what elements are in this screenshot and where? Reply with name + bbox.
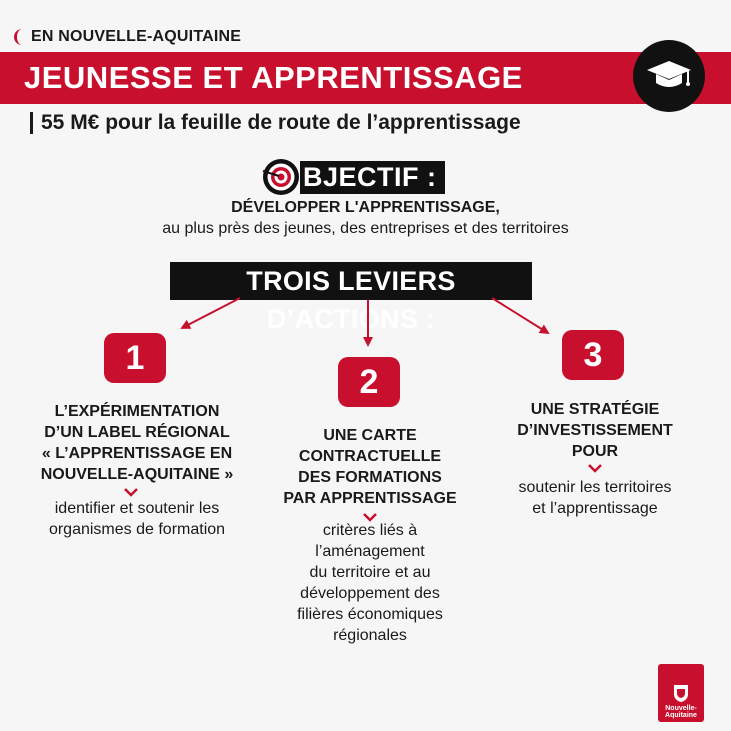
lever-1-heading: [12, 401, 262, 485]
objective-label: BJECTIF :: [300, 161, 445, 194]
region-logo: [658, 664, 704, 722]
lever-1-heading-line: D’UN LABEL RÉGIONAL: [44, 424, 230, 441]
chevron-down-icon: [588, 463, 602, 473]
lever-2-description-line: critères liés à: [322, 522, 418, 539]
lever-2-heading-line: DES FORMATIONS: [298, 469, 442, 486]
lever-3-heading-line: POUR: [571, 443, 619, 460]
chevron-down-icon: [124, 487, 138, 497]
objective-main: DÉVELOPPER L'APPRENTISSAGE,: [231, 199, 500, 216]
lever-2-number: 2: [338, 357, 400, 407]
lever-3-description: [470, 477, 720, 519]
subtitle-text: 55 M€ pour la feuille de route de l’apprentissage: [41, 111, 521, 134]
lever-1-description-line: organismes de formation: [48, 521, 226, 538]
lever-1-heading-line: L’EXPÉRIMENTATION: [54, 403, 220, 420]
region-label-text: EN NOUVELLE-AQUITAINE: [31, 28, 242, 45]
lever-2-heading-line: UNE CARTE: [323, 427, 417, 444]
lever-2-heading: [245, 425, 495, 509]
region-crest-icon: [671, 683, 691, 703]
lever-3-heading-line: D’INVESTISSEMENT: [517, 422, 673, 439]
lever-3-number: 3: [562, 330, 624, 380]
lever-2-description-line: filières économiques: [297, 606, 443, 623]
lever-1-heading-line: « L’APPRENTISSAGE EN: [41, 445, 233, 462]
arrow-right: [492, 298, 548, 333]
objective-sub: au plus près des jeunes, des entreprises et des territoires: [162, 220, 569, 237]
levers-title: TROIS LEVIERS D’ACTIONS :: [170, 262, 532, 300]
lever-3-description-line: et l’apprentissage: [532, 500, 658, 517]
lever-3-description-line: soutenir les territoires: [518, 479, 672, 496]
lever-1-heading-line: NOUVELLE-AQUITAINE »: [40, 466, 234, 483]
lever-2-description-line: régionales: [333, 627, 407, 644]
lever-1-description: [12, 498, 262, 540]
lever-2-description: [245, 520, 495, 646]
lever-2-heading-line: CONTRACTUELLE: [298, 448, 442, 465]
lever-3-heading: [470, 399, 720, 462]
lever-1-number: 1: [104, 333, 166, 383]
logo-line-1: Nouvelle-: [665, 705, 697, 712]
lever-3-heading-line: UNE STRATÉGIE: [530, 401, 660, 418]
lever-1-description-line: identifier et soutenir les: [54, 500, 220, 517]
page-title: JEUNESSE ET APPRENTISSAGE: [24, 60, 523, 95]
arrow-left: [182, 298, 240, 328]
logo-line-2: Aquitaine: [665, 712, 697, 719]
lever-2-heading-line: PAR APPRENTISSAGE: [283, 490, 457, 507]
lever-2-description-line: l’aménagement: [315, 543, 425, 560]
lever-2-description-line: du territoire et au: [309, 564, 431, 581]
lever-2-description-line: développement des: [300, 585, 440, 602]
